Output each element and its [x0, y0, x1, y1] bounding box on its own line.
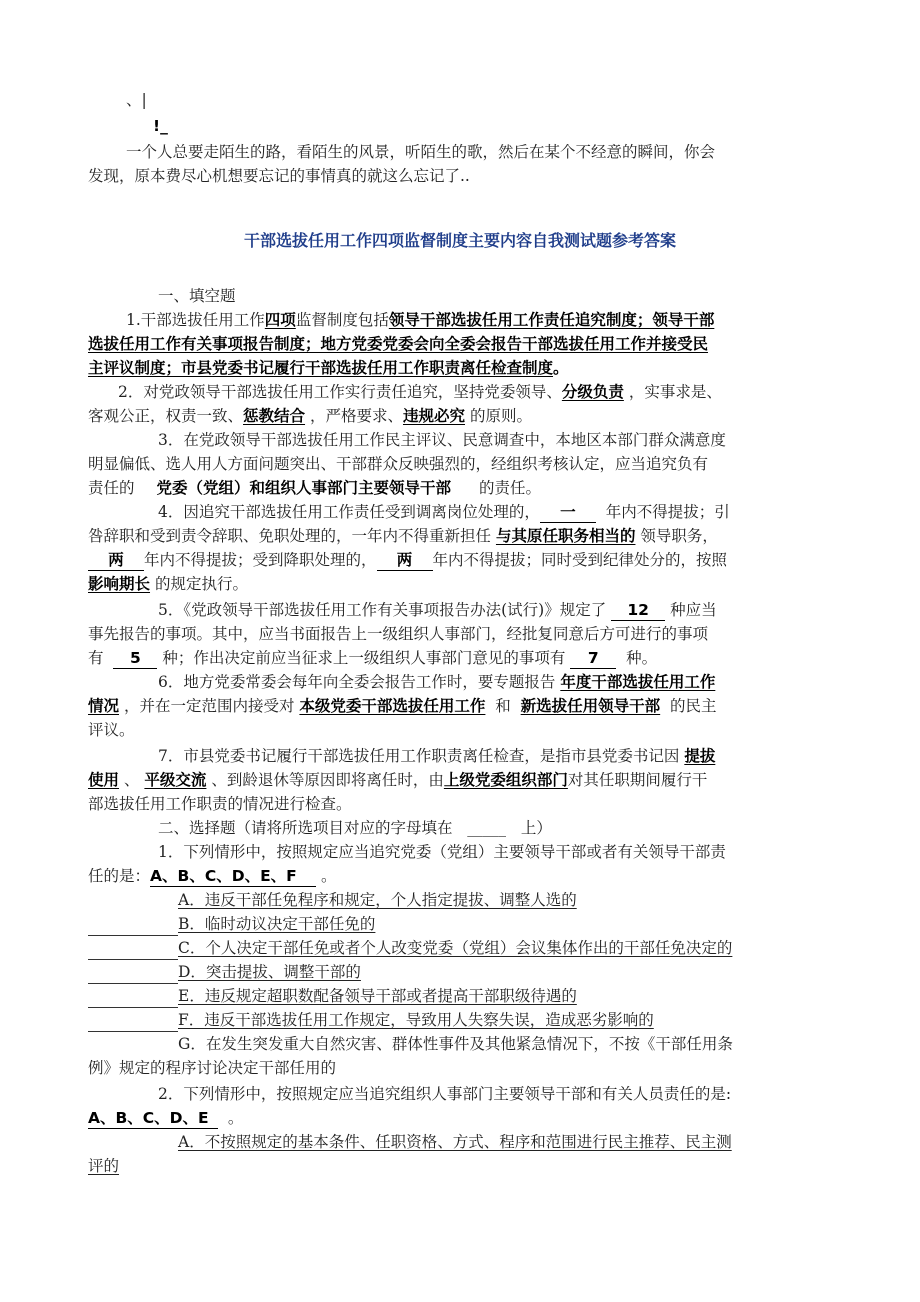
q5-answer-1: 12: [611, 600, 665, 621]
q5-answer-2: 5: [113, 648, 157, 669]
intro-line-1: 一个人总要走陌生的路，看陌生的风景，听陌生的歌，然后在某个不经意的瞬间，你会: [126, 143, 716, 161]
c1-option-g-line-2: 例》规定的程序讨论决定干部任用的: [88, 1059, 337, 1077]
q7-line-3: 部选拔任用工作职责的情况进行检查。: [88, 795, 352, 813]
q1-answer-2: 领导干部选拔任用工作责任追究制度；领导干部: [388, 311, 715, 329]
q4-line-2: 咎辞职和受到责令辞职、免职处理的，一年内不得重新担任 与其原任职务相当的 领导职务，: [88, 527, 718, 545]
q5-line-2: 事先报告的事项。其中，应当书面报告上一级组织人事部门，经批复同意后方可进行的事项: [88, 625, 709, 643]
section-fill-blank-heading: 一、填空题: [158, 287, 236, 305]
q4-answer-2: 与其原任职务相当的: [495, 527, 636, 545]
q1-answer-1: 四项: [264, 311, 296, 329]
q4-answer-5: 影响期长: [88, 575, 151, 593]
q4-answer-4: 两: [377, 550, 433, 571]
q6-answer-2: 本级党委干部选拔任用工作: [299, 697, 486, 715]
q4-line-3: 两 年内不得提拔；受到降职处理的， 两 年内不得提拔；同时受到纪律处分的，按照: [88, 548, 834, 572]
document-title: 干部选拔任用工作四项监督制度主要内容自我测试题参考答案: [243, 231, 676, 250]
q2-answer-1: 分级负责: [561, 383, 624, 401]
q3-line-1: 3．在党政领导干部选拔任用工作民主评议、民意调查中，本地区本部门群众满意度: [158, 431, 726, 449]
q6-answer-1: 年度干部选拔任用工作: [560, 673, 716, 691]
q3-line-2: 明显偏低、选人用人方面问题突出、干部群众反映强烈的，经组织考核认定，应当追究负有: [88, 455, 709, 473]
q6-line-2: 情况 ，并在一定范围内接受对 本级党委干部选拔任用工作 和 新选拔任用领导干部 的民主: [88, 697, 717, 715]
q5-answer-3: 7: [570, 648, 616, 669]
c1-option-g-line-1: G．在发生突发重大自然灾害、群体性事件及其他紧急情况下，不按《干部任用条: [178, 1035, 733, 1053]
c2-answer: A、B、C、D、E: [88, 1108, 218, 1129]
q1-line-2: 选拔任用工作有关事项报告制度；地方党委党委会向全委会报告干部选拔任用工作并接受民: [88, 335, 709, 353]
section-choice-heading: 二、选择题（请将所选项目对应的字母填在 _____ 上）: [158, 819, 552, 837]
c1-answer: A、B、C、D、E、F: [150, 866, 316, 887]
q4-line-1: 4．因追究干部选拔任用工作责任受到调离岗位处理的， 一 年内不得提拔；引: [158, 503, 730, 521]
q5-line-1: 5．《党政领导干部选拔任用工作有关事项报告办法(试行)》规定了 12 种应当: [158, 601, 717, 619]
q4-line-4: 影响期长 的规定执行。: [88, 575, 248, 593]
stray-mark-2: !_: [153, 117, 168, 135]
q7-answer-2: 平级交流: [144, 771, 207, 789]
q7-line-2: 使用 、 平级交流 、到龄退休等原因即将离任时，由上级党委组织部门对其任职期间履行干: [88, 771, 708, 789]
c1-option-c: C．个人决定干部任免或者个人改变党委（党组）会议集体作出的干部任免决定的: [88, 936, 834, 960]
q2-answer-3: 违规必究: [402, 407, 465, 425]
q6-answer-3: 新选拔任用领导干部: [520, 697, 661, 715]
c1-line-1: 1．下列情形中，按照规定应当追究党委（党组）主要领导干部或者有关领导干部责: [158, 843, 726, 861]
c1-option-a: A．违反干部任免程序和规定，个人指定提拔、调整人选的: [178, 891, 577, 909]
c2-option-a-line-1: A．不按照规定的基本条件、任职资格、方式、程序和范围进行民主推荐、民主测: [178, 1133, 732, 1151]
q3-answer: 党委（党组）和组织人事部门主要领导干部: [156, 479, 452, 497]
section-choice-blank: _____: [467, 819, 507, 837]
q4-answer-1: 一: [540, 502, 596, 523]
q7-line-1: 7．市县党委书记履行干部选拔任用工作职责离任检查，是指市县党委书记因 提拔: [158, 747, 716, 765]
q1-line-3: 主评议制度；市县党委书记履行干部选拔任用工作职责离任检查制度。: [88, 359, 569, 377]
c1-option-b: B．临时动议决定干部任免的: [88, 912, 834, 936]
q4-answer-3: 两: [88, 550, 144, 571]
c2-option-a-line-2: 评的: [88, 1157, 120, 1175]
c1-option-f: F．违反干部选拔任用工作规定，导致用人失察失误，造成恶劣影响的: [88, 1008, 834, 1032]
q7-answer-1: 提拔: [684, 747, 716, 765]
c2-line-1: 2．下列情形中，按照规定应当追究组织人事部门主要领导干部和有关人员责任的是:: [158, 1085, 732, 1103]
q1-line-1: 1.干部选拔任用工作四项监督制度包括领导干部选拔任用工作责任追究制度；领导干部: [126, 311, 715, 329]
c1-option-d: D．突击提拔、调整干部的: [88, 960, 834, 984]
c2-line-2: A、B、C、D、E 。: [88, 1109, 244, 1127]
q5-line-3: 有 5 种；作出决定前应当征求上一级组织人事部门意见的事项有 7 种。: [88, 649, 658, 667]
c1-line-2: 任的是：A、B、C、D、E、F 。: [88, 867, 337, 885]
stray-mark-1: 、|: [126, 91, 147, 109]
q6-line-1: 6．地方党委常委会每年向全委会报告工作时，要专题报告 年度干部选拔任用工作: [158, 673, 716, 691]
q2-line-2: 客观公正，权责一致、惩教结合 ，严格要求、违规必究 的原则。: [88, 407, 532, 425]
intro-line-2: 发现，原本费尽心机想要忘记的事情真的就这么忘记了..: [88, 167, 470, 185]
q6-line-3: 评议。: [88, 721, 135, 739]
c1-option-e: E．违反规定超职数配备领导干部或者提高干部职级待遇的: [88, 984, 834, 1008]
q2-answer-2: 惩教结合: [243, 407, 306, 425]
q3-line-3: 责任的 党委（党组）和组织人事部门主要领导干部 的责任。: [88, 479, 542, 497]
q7-answer-3: 上级党委组织部门: [443, 771, 568, 789]
q2-line-1: 2．对党政领导干部选拔任用工作实行责任追究，坚持党委领导、分级负责 ，实事求是、: [118, 383, 722, 401]
